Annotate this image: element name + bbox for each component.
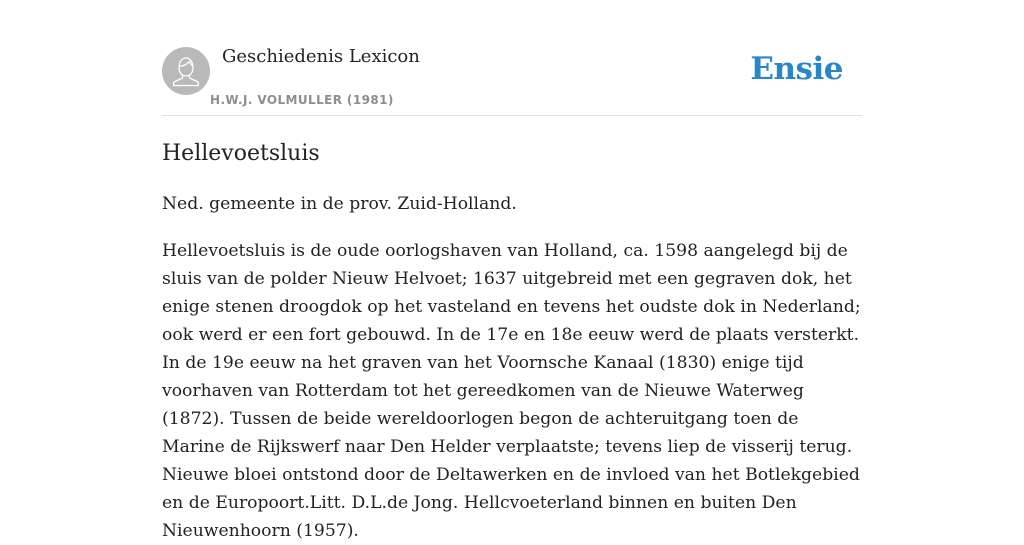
source-author: H.W.J. VOLMULLER (1981) [210, 93, 394, 107]
user-silhouette-icon [162, 47, 210, 95]
source-avatar[interactable] [162, 47, 210, 95]
article [162, 138, 864, 545]
ensie-logo[interactable]: Ensie [750, 51, 843, 87]
article-body: Hellevoetsluis is de oude oorlogshaven van Holland, ca. 1598 aangelegd bij de sluis van de polder Nieuw Helvoet; 1637 uitgebreid met een gegraven dok, het enige stenen droogdok op het vasteland en tevens het oudste dok in Nederland; ook werd er een fort gebouwd. In de 17e en 18e eeuw werd de plaats versterkt. In de 19e eeuw na het graven van het Voornsche Kanaal (1830) enige tijd voorhaven van Rotterdam tot het gereedkomen van de Nieuwe Waterweg (1872). Tussen de beide wereldoorlogen begon de achteruitgang toen de Marine de Rijkswerf naar Den Helder verplaatste; tevens liep de visserij terug. Nieuwe bloei ontstond door de Deltawerken en de invloed van het Botlekgebied en de Europoort.Litt. D.L.de Jong. Hellcvoeterland binnen en buiten Den Nieuwenhoorn (1957). [162, 241, 861, 541]
article-lead: Ned. gemeente in de prov. Zuid-Holland. [162, 194, 517, 214]
source-header [162, 0, 862, 116]
article-title: Hellevoetsluis [162, 141, 320, 166]
source-title[interactable]: Geschiedenis Lexicon [222, 46, 420, 67]
